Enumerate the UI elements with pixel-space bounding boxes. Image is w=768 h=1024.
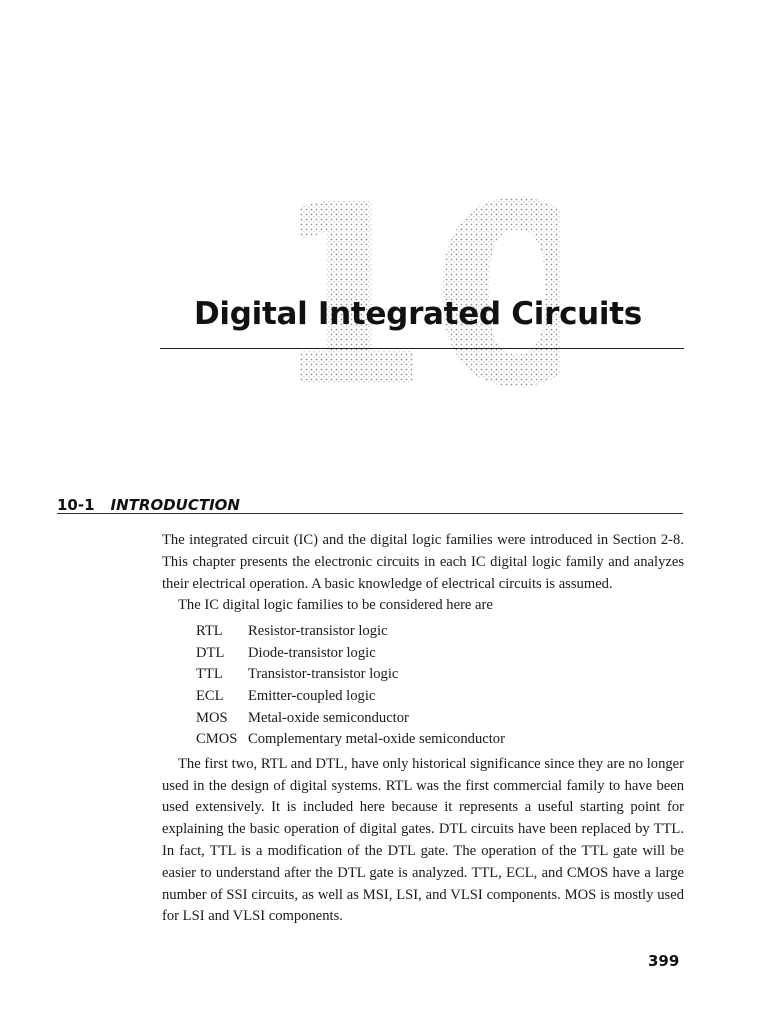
section-title: INTRODUCTION	[110, 496, 240, 514]
section-rule	[57, 513, 683, 514]
family-abbr: RTL	[196, 623, 223, 640]
family-abbr: DTL	[196, 644, 225, 661]
list-item	[162, 664, 684, 686]
list-item	[162, 686, 684, 708]
section-heading	[57, 496, 240, 514]
family-name: Resistor-transistor logic	[248, 623, 388, 640]
family-name: Emitter-coupled logic	[248, 687, 376, 704]
list-item	[162, 621, 684, 643]
section-number: 10-1	[57, 496, 95, 514]
body-text	[162, 530, 684, 928]
title-rule	[160, 348, 684, 349]
family-abbr: MOS	[196, 709, 228, 726]
family-abbr: TTL	[196, 666, 223, 683]
chapter-number-watermark	[300, 178, 560, 408]
logic-family-list	[162, 621, 684, 751]
chapter-number: 10	[300, 178, 560, 408]
family-abbr: ECL	[196, 687, 224, 704]
paragraph: The integrated circuit (IC) and the digital logic families were introduced in Section 2-8. This chapter presents the electronic circuits in each IC digital logic family and analyzes their electrical operation. A basic knowledge of electrical circuits is assumed.	[162, 532, 684, 592]
page-number: 399	[648, 952, 680, 970]
family-abbr: CMOS	[196, 731, 238, 748]
list-item	[162, 729, 684, 751]
paragraph: The first two, RTL and DTL, have only historical significance since they are no longer used in the design of digital systems. RTL was the first commercial family to have been used extensively. It is included here because it represents a useful starting point for explaining the basic operation of digital gates. DTL circuits have been replaced by TTL. In fact, TTL is a modification of the DTL gate. The operation of the TTL gate will be easier to understand after the DTL gate is analyzed. TTL, ECL, and CMOS have a large number of SSI circuits, as well as MSI, LSI, and VLSI components. MOS is mostly used for LSI and VLSI components.	[162, 755, 684, 925]
family-name: Diode-transistor logic	[248, 644, 376, 661]
paragraph: The IC digital logic families to be considered here are	[178, 597, 493, 614]
family-name: Transistor-transistor logic	[248, 666, 399, 683]
list-item	[162, 708, 684, 730]
family-name: Complementary metal-oxide semiconductor	[248, 731, 505, 748]
list-item	[162, 643, 684, 665]
chapter-title: Digital Integrated Circuits	[194, 296, 642, 332]
family-name: Metal-oxide semiconductor	[248, 709, 409, 726]
